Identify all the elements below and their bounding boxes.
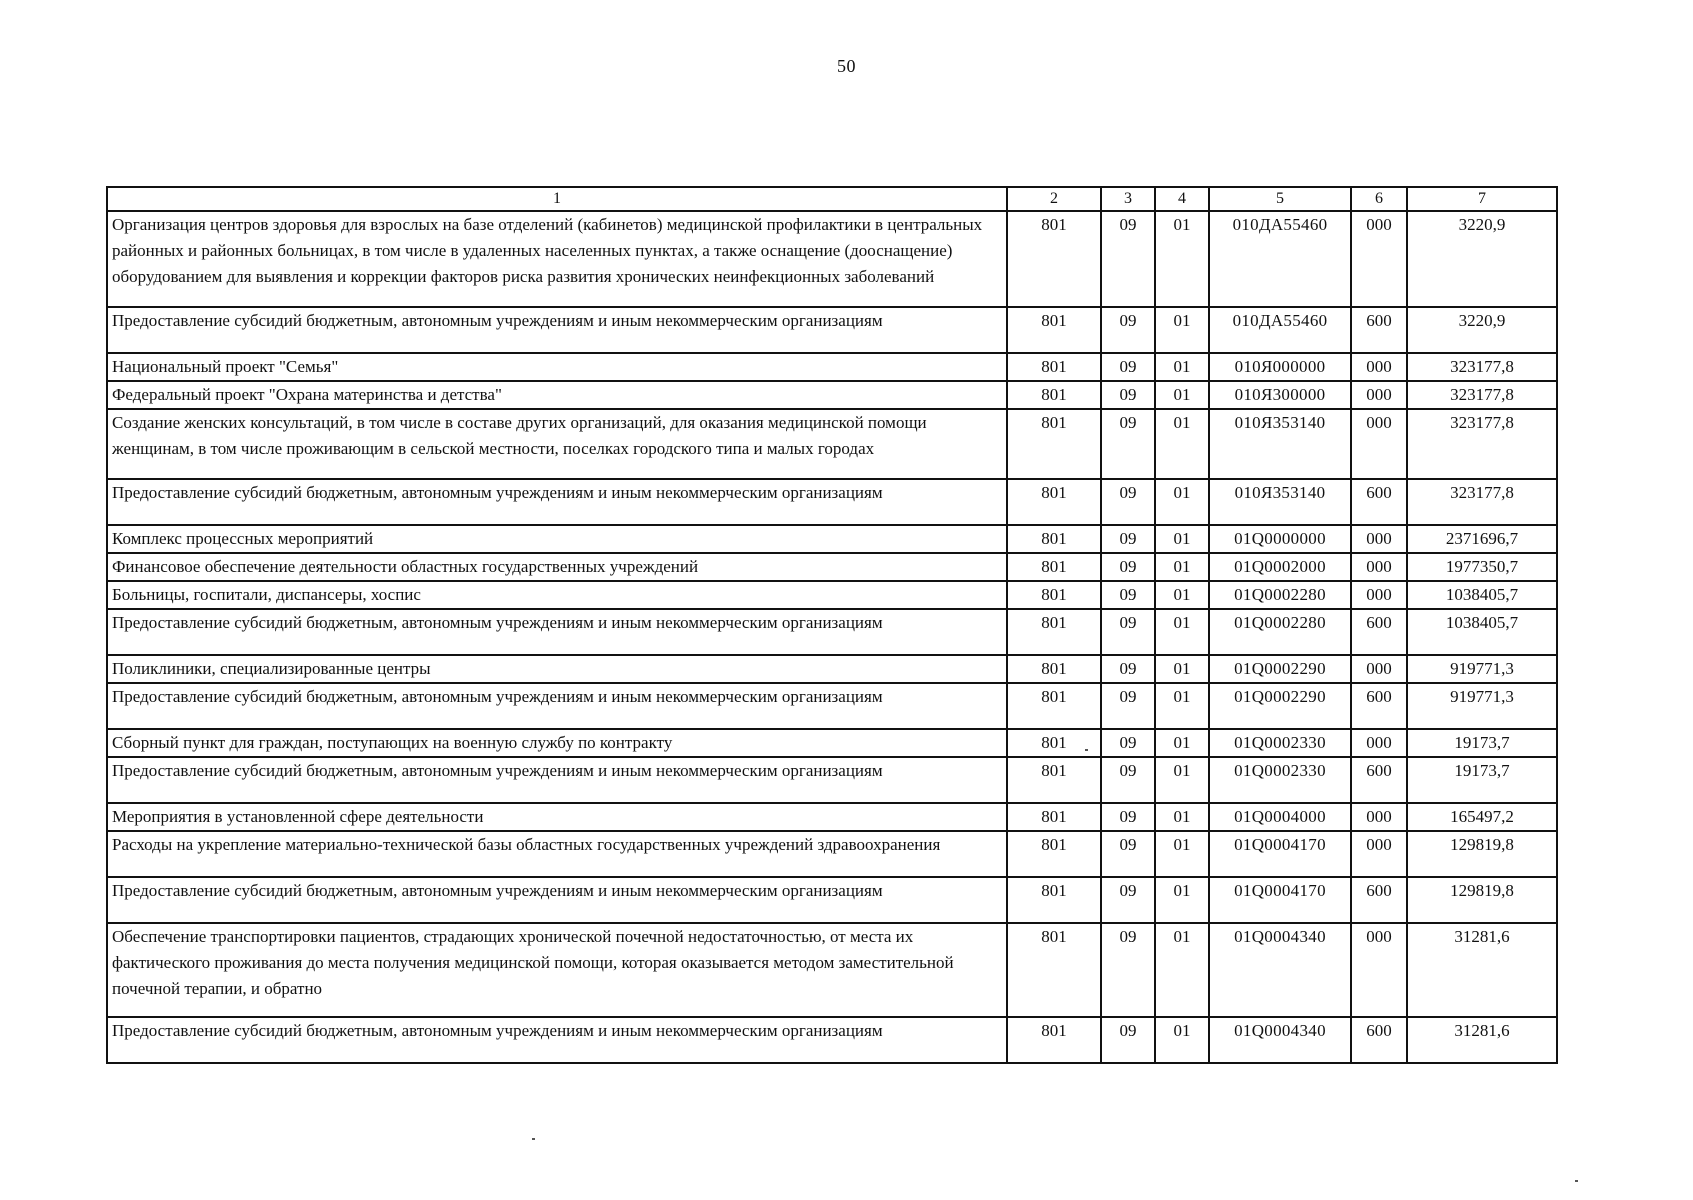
column-header: 5 — [1209, 187, 1351, 211]
expense-type-code: 000 — [1351, 211, 1407, 307]
section-code: 09 — [1101, 525, 1155, 553]
ministry-code: 801 — [1007, 923, 1101, 1017]
subsection-code: 01 — [1155, 307, 1209, 353]
subsection-code: 01 — [1155, 553, 1209, 581]
target-article-code: 01Q0002290 — [1209, 683, 1351, 729]
section-code: 09 — [1101, 479, 1155, 525]
section-code: 09 — [1101, 729, 1155, 757]
expense-type-code: 600 — [1351, 877, 1407, 923]
row-description: Федеральный проект "Охрана материнства и детства" — [107, 381, 1007, 409]
amount-value: 1038405,7 — [1407, 609, 1557, 655]
subsection-code: 01 — [1155, 1017, 1209, 1063]
table-row — [107, 1017, 1557, 1063]
amount-value: 165497,2 — [1407, 803, 1557, 831]
subsection-code: 01 — [1155, 831, 1209, 877]
section-code: 09 — [1101, 655, 1155, 683]
ministry-code: 801 — [1007, 1017, 1101, 1063]
expense-type-code: 600 — [1351, 757, 1407, 803]
amount-value: 323177,8 — [1407, 409, 1557, 479]
table-row — [107, 757, 1557, 803]
ministry-code: 801 — [1007, 683, 1101, 729]
subsection-code: 01 — [1155, 525, 1209, 553]
row-description: Создание женских консультаций, в том числе в составе других организаций, для оказания медицинской помощи женщинам, в том числе проживающим в сельской местности, поселках городского типа и малых городах — [107, 409, 1007, 479]
subsection-code: 01 — [1155, 655, 1209, 683]
amount-value: 323177,8 — [1407, 353, 1557, 381]
section-code: 09 — [1101, 609, 1155, 655]
expense-type-code: 000 — [1351, 381, 1407, 409]
amount-value: 31281,6 — [1407, 923, 1557, 1017]
expense-type-code: 600 — [1351, 683, 1407, 729]
subsection-code: 01 — [1155, 409, 1209, 479]
table-row — [107, 353, 1557, 381]
target-article-code: 01Q0004170 — [1209, 877, 1351, 923]
expense-type-code: 600 — [1351, 479, 1407, 525]
row-description: Сборный пункт для граждан, поступающих на военную службу по контракту — [107, 729, 1007, 757]
amount-value: 323177,8 — [1407, 479, 1557, 525]
target-article-code: 010Я353140 — [1209, 409, 1351, 479]
budget-table — [106, 186, 1558, 1064]
amount-value: 919771,3 — [1407, 683, 1557, 729]
row-description: Предоставление субсидий бюджетным, автономным учреждениям и иным некоммерческим организациям — [107, 307, 1007, 353]
row-description: Предоставление субсидий бюджетным, автономным учреждениям и иным некоммерческим организациям — [107, 1017, 1007, 1063]
amount-value: 129819,8 — [1407, 877, 1557, 923]
row-description: Комплекс процессных мероприятий — [107, 525, 1007, 553]
expense-type-code: 000 — [1351, 803, 1407, 831]
ministry-code: 801 — [1007, 409, 1101, 479]
table-row — [107, 609, 1557, 655]
section-code: 09 — [1101, 923, 1155, 1017]
subsection-code: 01 — [1155, 381, 1209, 409]
amount-value: 1038405,7 — [1407, 581, 1557, 609]
row-description: Предоставление субсидий бюджетным, автономным учреждениям и иным некоммерческим организациям — [107, 877, 1007, 923]
target-article-code: 01Q0002330 — [1209, 729, 1351, 757]
expense-type-code: 000 — [1351, 923, 1407, 1017]
target-article-code: 01Q0004170 — [1209, 831, 1351, 877]
row-description: Предоставление субсидий бюджетным, автономным учреждениям и иным некоммерческим организациям — [107, 683, 1007, 729]
subsection-code: 01 — [1155, 923, 1209, 1017]
target-article-code: 01Q0002330 — [1209, 757, 1351, 803]
section-code: 09 — [1101, 757, 1155, 803]
ministry-code: 801 — [1007, 757, 1101, 803]
table-row — [107, 553, 1557, 581]
table-row — [107, 211, 1557, 307]
subsection-code: 01 — [1155, 803, 1209, 831]
ministry-code: 801 — [1007, 609, 1101, 655]
scan-speck — [532, 1138, 535, 1140]
expense-type-code: 600 — [1351, 307, 1407, 353]
expense-type-code: 600 — [1351, 1017, 1407, 1063]
expense-type-code: 600 — [1351, 609, 1407, 655]
target-article-code: 010Я300000 — [1209, 381, 1351, 409]
expense-type-code: 000 — [1351, 353, 1407, 381]
target-article-code: 01Q0002000 — [1209, 553, 1351, 581]
target-article-code: 01Q0004000 — [1209, 803, 1351, 831]
amount-value: 323177,8 — [1407, 381, 1557, 409]
amount-value: 19173,7 — [1407, 729, 1557, 757]
table-row — [107, 683, 1557, 729]
ministry-code: 801 — [1007, 655, 1101, 683]
ministry-code: 801 — [1007, 553, 1101, 581]
subsection-code: 01 — [1155, 609, 1209, 655]
subsection-code: 01 — [1155, 877, 1209, 923]
table-row — [107, 581, 1557, 609]
target-article-code: 01Q0004340 — [1209, 1017, 1351, 1063]
target-article-code: 01Q0000000 — [1209, 525, 1351, 553]
subsection-code: 01 — [1155, 211, 1209, 307]
section-code: 09 — [1101, 831, 1155, 877]
row-description: Поликлиники, специализированные центры — [107, 655, 1007, 683]
table-row — [107, 803, 1557, 831]
target-article-code: 010ДА55460 — [1209, 211, 1351, 307]
row-description: Предоставление субсидий бюджетным, автономным учреждениям и иным некоммерческим организациям — [107, 479, 1007, 525]
target-article-code: 01Q0004340 — [1209, 923, 1351, 1017]
column-header: 6 — [1351, 187, 1407, 211]
table-row — [107, 307, 1557, 353]
table-row — [107, 655, 1557, 683]
page-number: 50 — [837, 56, 856, 76]
subsection-code: 01 — [1155, 683, 1209, 729]
table-row — [107, 381, 1557, 409]
table-row — [107, 479, 1557, 525]
ministry-code: 801 — [1007, 581, 1101, 609]
subsection-code: 01 — [1155, 757, 1209, 803]
amount-value: 129819,8 — [1407, 831, 1557, 877]
expense-type-code: 000 — [1351, 553, 1407, 581]
table-row — [107, 831, 1557, 877]
expense-type-code: 000 — [1351, 581, 1407, 609]
section-code: 09 — [1101, 553, 1155, 581]
row-description: Финансовое обеспечение деятельности областных государственных учреждений — [107, 553, 1007, 581]
amount-value: 2371696,7 — [1407, 525, 1557, 553]
row-description: Национальный проект "Семья" — [107, 353, 1007, 381]
row-description: Предоставление субсидий бюджетным, автономным учреждениям и иным некоммерческим организациям — [107, 757, 1007, 803]
target-article-code: 01Q0002280 — [1209, 609, 1351, 655]
amount-value: 919771,3 — [1407, 655, 1557, 683]
row-description: Обеспечение транспортировки пациентов, страдающих хронической почечной недостаточностью, от места их фактического проживания до места получения медицинской помощи, которая оказывается методом заместительной почечной терапии, и обратно — [107, 923, 1007, 1017]
subsection-code: 01 — [1155, 479, 1209, 525]
section-code: 09 — [1101, 803, 1155, 831]
expense-type-code: 000 — [1351, 409, 1407, 479]
section-code: 09 — [1101, 353, 1155, 381]
expense-type-code: 000 — [1351, 525, 1407, 553]
row-description: Больницы, госпитали, диспансеры, хоспис — [107, 581, 1007, 609]
column-header: 2 — [1007, 187, 1101, 211]
row-description: Расходы на укрепление материально-технической базы областных государственных учреждений здравоохранения — [107, 831, 1007, 877]
table-row — [107, 409, 1557, 479]
ministry-code: 801 — [1007, 307, 1101, 353]
section-code: 09 — [1101, 1017, 1155, 1063]
column-header: 4 — [1155, 187, 1209, 211]
amount-value: 19173,7 — [1407, 757, 1557, 803]
section-code: 09 — [1101, 307, 1155, 353]
expense-type-code: 000 — [1351, 729, 1407, 757]
section-code: 09 — [1101, 877, 1155, 923]
expense-type-code: 000 — [1351, 831, 1407, 877]
row-description: Организация центров здоровья для взрослых на базе отделений (кабинетов) медицинской профилактики в центральных районных и районных больницах, в том числе в удаленных населенных пунктах, а также оснащение (дооснащение) оборудованием для выявления и коррекции факторов риска развития хронических неинфекционных заболеваний — [107, 211, 1007, 307]
amount-value: 1977350,7 — [1407, 553, 1557, 581]
ministry-code: 801 — [1007, 877, 1101, 923]
amount-value: 31281,6 — [1407, 1017, 1557, 1063]
table-header-row — [107, 187, 1557, 211]
table-row — [107, 923, 1557, 1017]
scan-speck — [1575, 1180, 1578, 1182]
section-code: 09 — [1101, 211, 1155, 307]
row-description: Предоставление субсидий бюджетным, автономным учреждениям и иным некоммерческим организациям — [107, 609, 1007, 655]
ministry-code: 801 — [1007, 729, 1101, 757]
section-code: 09 — [1101, 581, 1155, 609]
section-code: 09 — [1101, 381, 1155, 409]
ministry-code: 801 — [1007, 525, 1101, 553]
scan-speck — [1085, 749, 1088, 751]
section-code: 09 — [1101, 683, 1155, 729]
subsection-code: 01 — [1155, 729, 1209, 757]
ministry-code: 801 — [1007, 803, 1101, 831]
ministry-code: 801 — [1007, 211, 1101, 307]
row-description: Мероприятия в установленной сфере деятельности — [107, 803, 1007, 831]
subsection-code: 01 — [1155, 353, 1209, 381]
amount-value: 3220,9 — [1407, 307, 1557, 353]
column-header: 3 — [1101, 187, 1155, 211]
ministry-code: 801 — [1007, 381, 1101, 409]
column-header: 1 — [107, 187, 1007, 211]
table-row — [107, 877, 1557, 923]
section-code: 09 — [1101, 409, 1155, 479]
target-article-code: 010Я000000 — [1209, 353, 1351, 381]
target-article-code: 010Я353140 — [1209, 479, 1351, 525]
subsection-code: 01 — [1155, 581, 1209, 609]
target-article-code: 010ДА55460 — [1209, 307, 1351, 353]
amount-value: 3220,9 — [1407, 211, 1557, 307]
ministry-code: 801 — [1007, 353, 1101, 381]
target-article-code: 01Q0002290 — [1209, 655, 1351, 683]
ministry-code: 801 — [1007, 479, 1101, 525]
table-row — [107, 525, 1557, 553]
column-header: 7 — [1407, 187, 1557, 211]
ministry-code: 801 — [1007, 831, 1101, 877]
target-article-code: 01Q0002280 — [1209, 581, 1351, 609]
expense-type-code: 000 — [1351, 655, 1407, 683]
table-row — [107, 729, 1557, 757]
